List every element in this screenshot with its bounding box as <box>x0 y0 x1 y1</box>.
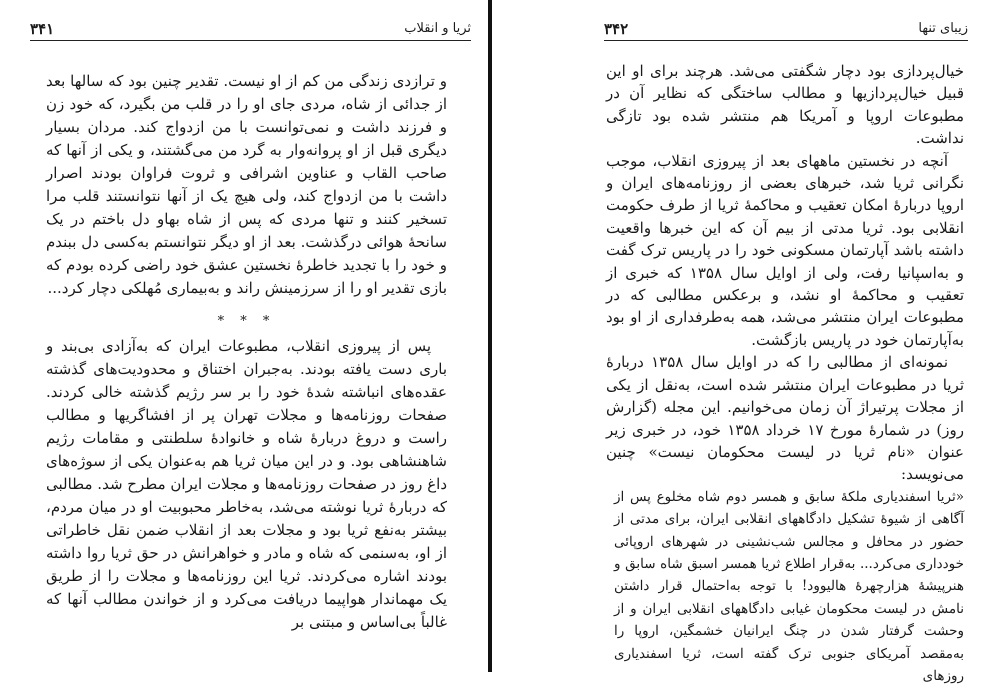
right-page-body <box>606 60 964 687</box>
section-separator: * * * <box>217 314 276 329</box>
paragraph: خیال‌پردازی بود دچار شگفتی می‌شد. هرچند برای او این قبیل خیال‌پردازیها و مطالب ساختگی که نظایر آن در مطبوعات اروپا و آمریکا هم منتشر شده بود تازگی نداشت. <box>606 62 964 148</box>
left-page <box>0 0 487 672</box>
paragraph: آنچه در نخستین ماههای بعد از پیروزی انقلاب، موجب نگرانی ثریا شد، خبرهای بعضی از روزنامه‌های ایران و اروپا دربارهٔ امکان تعقیب و محاکمهٔ ثریا از طرف حکومت انقلابی بود. ثریا مدتی از بیم آن که این خبرها واقعیت داشته باشد آپارتمان مسکونی خود را در پاریس ترک گفت و به‌اسپانیا رفت، ولی از اوایل سال ۱۳۵۸ که خبری از تعقیب و محاکمهٔ او نشد، و برعکس مطالبی که در مطبوعات ایران منتشر می‌شد، همه به‌طرفداری از او بود به‌آپارتمان خود در پاریس بازگشت. <box>606 151 964 349</box>
left-page-header <box>30 20 471 38</box>
header-rule <box>30 40 471 41</box>
running-title: زیبای تنها <box>918 21 968 36</box>
left-page-body <box>46 70 447 634</box>
page-number: ۳۴۱ <box>30 20 55 38</box>
paragraph: نمونه‌ای از مطالبی را که در اوایل سال ۱۳۵۸ دربارهٔ ثریا در مطبوعات ایران منتشر شده است، به‌نقل از یکی از مجلات پرتیراژ آن زمان می‌خوانیم. این مجله (گزارش روز) در شمارهٔ مورخ ۱۷ خرداد ۱۳۵۸ خود، در خبری زیر عنوان «نام ثریا در لیست محکومان نیست» چنین می‌نویسد: <box>606 353 964 484</box>
paragraph: و ترازدی زندگی من کم از او نیست. تقدیر چنین بود که سالها بعد از جدائی از شاه، مردی جای او را در قلب من بگیرد، که خود زن و فرزند داشت و نمی‌توانست با من ازدواج کند. مردان بسیار دیگری قبل از او پروانه‌وار به گرد من می‌گشتند، و یکی از آنها که صاحب القاب و عناوین اشرافی و ثروت فراوان بودند اصرار داشت با من ازدواج کند، ولی هیچ یک از آنها نتوانستند قلب مرا تسخیر کنند و تنها مردی که پس از شاه بهاو دل باختم در یک سانحهٔ هوائی درگذشت. بعد از او دیگر نتوانستم به‌کسی دل ببندم و خود را با تجدید خاطرهٔ نخستین عشق خود راضی کرده بودم که بازی تقدیر او را از سرزمینش راند و به‌بیماری مُهلکی دچار کرد... <box>46 72 447 297</box>
page-number: ۳۴۲ <box>604 20 629 38</box>
paragraph: پس از پیروزی انقلاب، مطبوعات ایران که به‌آزادی بی‌بند و باری دست یافته بودند. به‌جبران اختناق و محدودیت‌های گذشته عقده‌های انباشته شدهٔ خود را بر سر رژیم گذشته خالی کردند. صفحات روزنامه‌ها و مجلات تهران پر از افشاگریها و مطالب راست و دروغ دربارهٔ شاه و خانوادهٔ سلطنتی و مقامات رژیم شاهنشاهی بود. و در این میان ثریا هم به‌عنوان یکی از سوژه‌های داغ روز در صفحات روزنامه‌ها و مجلات ایران مطرح شد. مطالبی که دربارهٔ ثریا نوشته می‌شد، به‌خاطر محبوبیت او در میان مردم، بیشتر به‌نفع ثریا بود و مجلات بعد از انقلاب ضمن نقل خاطراتی از او، به‌سنمی که شاه و مادر و خواهرانش در حق ثریا روا داشته بودند اشاره می‌کردند. ثریا این روزنامه‌ها و مجلات را از طریق یک مهماندار هواپیما دریافت می‌کرد و از خواندن مطالب آنها که غالباً بی‌اساس و مبتنی بر <box>46 337 447 631</box>
right-page-header <box>604 20 968 38</box>
header-rule <box>604 40 968 41</box>
running-title: ثریا و انقلاب <box>404 21 471 36</box>
quoted-passage: «ثریا اسفندیاری ملکهٔ سابق و همسر دوم شاه مخلوع پس از آگاهی از شیوهٔ تشکیل دادگاههای انقلابی ایران، برای مدتی از حضور در محافل و مجالس شب‌نشینی در شهرهای اروپائی خودداری می‌کرد... به‌قرار اطلاع ثریا همسر اسبق شاه سابق و هنرپیشهٔ هزارچهرهٔ هالیوود! با توجه به‌احتمال قرار داشتن نامش در لیست محکومان غیابی دادگاههای انقلابی ایران و از وحشت گرفتار شدن در چنگ ایرانیان خشمگین، اروپا را به‌مقصد آمریکای جنوبی ترک گفته است، ثریا اسفندیاری روزهای <box>614 488 964 684</box>
right-page <box>492 0 984 684</box>
